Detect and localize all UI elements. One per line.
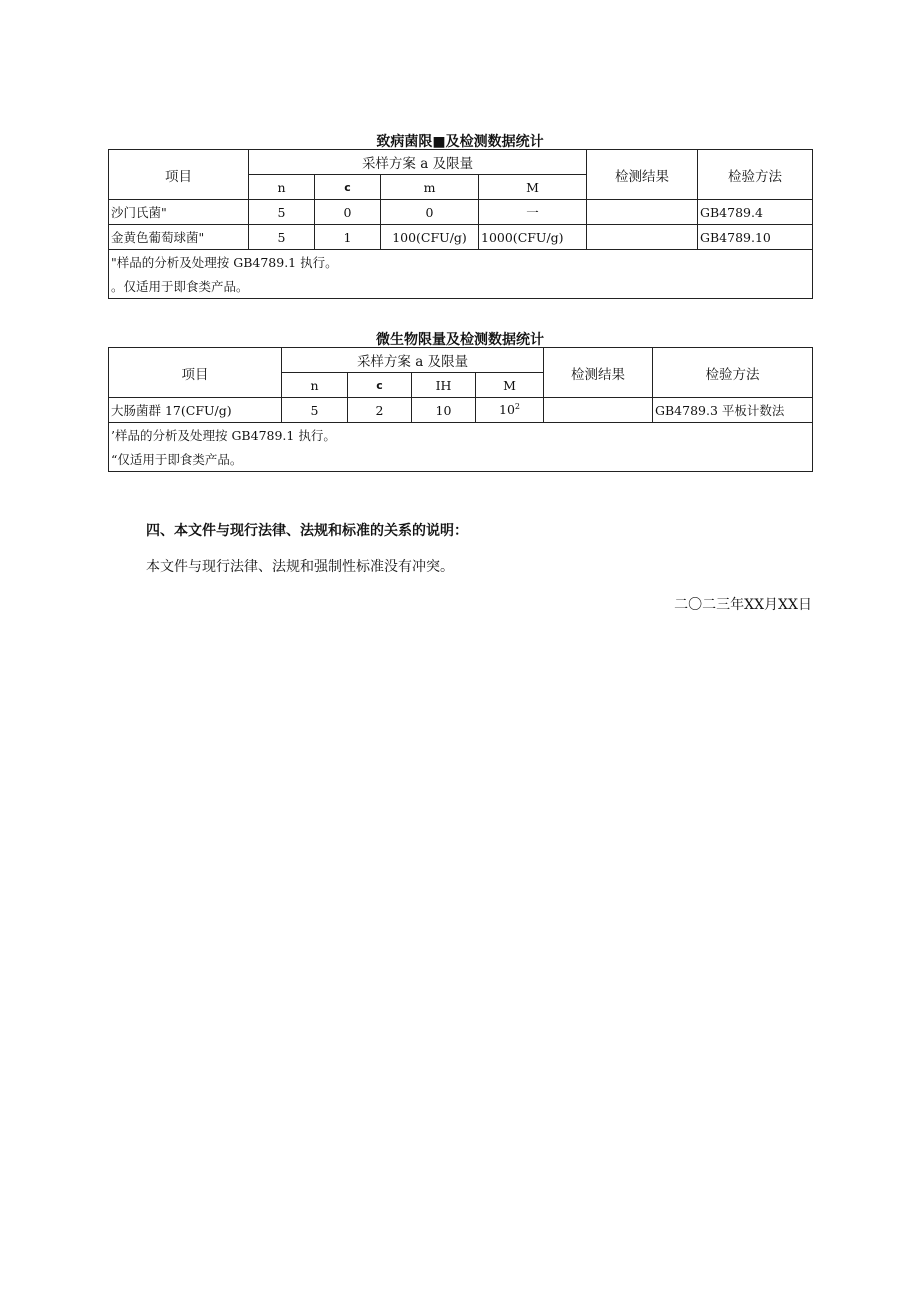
cell-m: 0 bbox=[381, 200, 479, 225]
header-result: 检测结果 bbox=[587, 150, 698, 200]
section-heading: 四、本文件与现行法律、法规和标准的关系的说明： bbox=[146, 523, 468, 539]
cell-m: 100(CFU/g) bbox=[381, 225, 479, 250]
cell-method: GB4789.10 bbox=[698, 225, 813, 250]
header-c: c bbox=[315, 175, 381, 200]
header-item: 项目 bbox=[109, 348, 282, 398]
cell-result bbox=[544, 398, 653, 423]
cell-M bbox=[476, 398, 544, 423]
table2-note-1: ’样品的分析及处理按 GB4789.1 执行。 bbox=[109, 423, 813, 448]
table-row bbox=[109, 398, 813, 423]
header-plan: 采样方案 a 及限量 bbox=[249, 150, 587, 175]
table2-note-2: “仅适用于即食类产品。 bbox=[109, 447, 813, 472]
header-method: 检验方法 bbox=[698, 150, 813, 200]
document-date: 二〇二三年XX月XX日 bbox=[674, 597, 812, 613]
cell-n: 5 bbox=[282, 398, 348, 423]
cell-item: 大肠菌群 17(CFU/g) bbox=[109, 398, 282, 423]
cell-result bbox=[587, 200, 698, 225]
cell-n: 5 bbox=[249, 225, 315, 250]
header-plan: 采样方案 a 及限量 bbox=[282, 348, 544, 373]
header-m: m bbox=[381, 175, 479, 200]
table1-title: 致病菌限■及检测数据统计 bbox=[376, 134, 544, 150]
header-c: c bbox=[348, 373, 412, 398]
header-M: M bbox=[476, 373, 544, 398]
cell-c: 0 bbox=[315, 200, 381, 225]
cell-c: 2 bbox=[348, 398, 412, 423]
cell-c: 1 bbox=[315, 225, 381, 250]
table2-title: 微生物限量及检测数据统计 bbox=[376, 332, 544, 348]
header-item: 项目 bbox=[109, 150, 249, 200]
header-m: IH bbox=[412, 373, 476, 398]
cell-method: GB4789.4 bbox=[698, 200, 813, 225]
table1-note-2: 。仅适用于即食类产品。 bbox=[109, 274, 813, 299]
cell-M-exponent: 2 bbox=[514, 402, 520, 412]
table-row bbox=[109, 200, 813, 225]
cell-M-base: 10 bbox=[499, 402, 515, 418]
header-result: 检测结果 bbox=[544, 348, 653, 398]
header-n: n bbox=[249, 175, 315, 200]
cell-item: 沙门氏菌" bbox=[109, 200, 249, 225]
table1-note-1: "样品的分析及处理按 GB4789.1 执行。 bbox=[109, 250, 813, 275]
cell-result bbox=[587, 225, 698, 250]
cell-M: 1000(CFU/g) bbox=[479, 225, 587, 250]
header-method: 检验方法 bbox=[653, 348, 813, 398]
header-M: M bbox=[479, 175, 587, 200]
microbe-table bbox=[108, 347, 813, 472]
header-n: n bbox=[282, 373, 348, 398]
cell-n: 5 bbox=[249, 200, 315, 225]
section-paragraph: 本文件与现行法律、法规和强制性标准没有冲突。 bbox=[146, 559, 454, 575]
cell-method: GB4789.3 平板计数法 bbox=[653, 398, 813, 423]
pathogen-table bbox=[108, 149, 813, 299]
cell-m: 10 bbox=[412, 398, 476, 423]
cell-item: 金黄色葡萄球菌" bbox=[109, 225, 249, 250]
table-row bbox=[109, 225, 813, 250]
cell-M: 一 bbox=[479, 200, 587, 225]
